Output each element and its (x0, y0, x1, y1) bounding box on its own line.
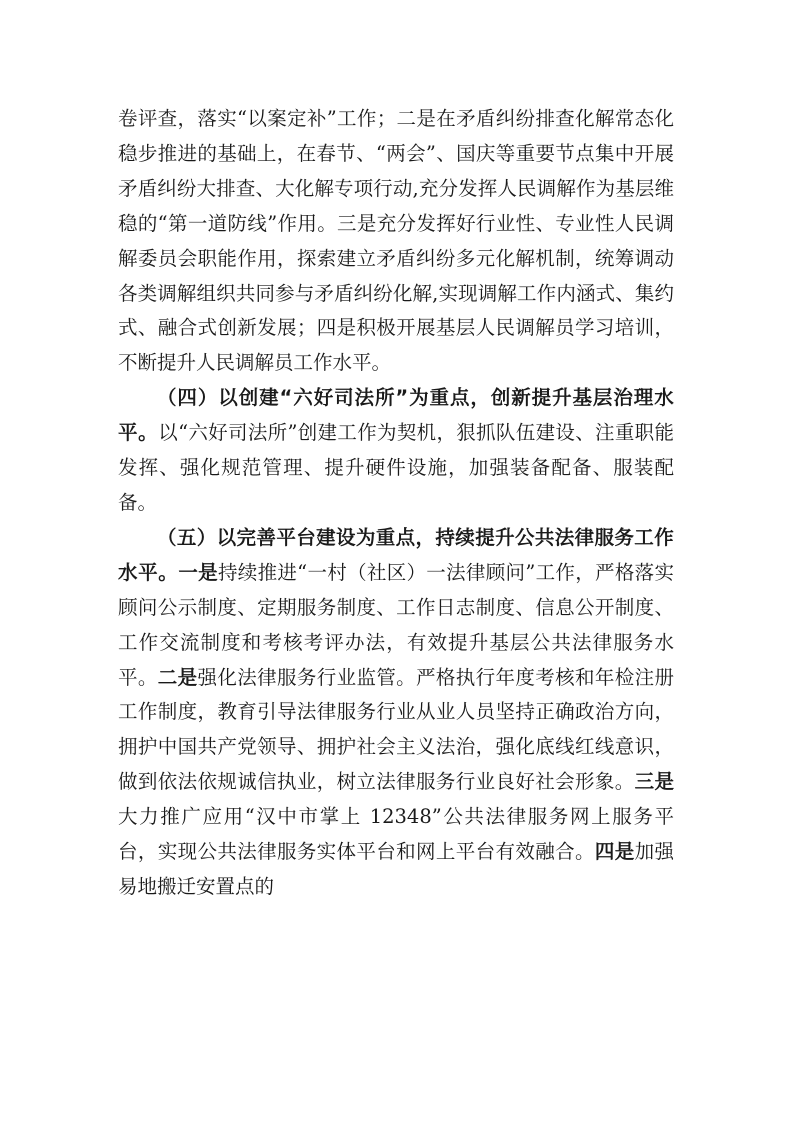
document-body (118, 102, 674, 905)
item-one-text: 持续推进“一村（社区）一法律顾问”工作，严格落实顾问公示制度、定期服务制度、工作日志制度、信息公开制度、工作交流制度和考核考评办法，有效提升基层公共法律服务水平。 (118, 560, 674, 689)
item-two-label: 二是 (157, 665, 198, 689)
item-four-text: 加强易地搬迁安置点的 (118, 840, 674, 898)
item-one-label: 一是 (178, 560, 218, 584)
section-five-heading: （五）以完善平台建设为重点，持续提升公共法律服务工作水平。 (118, 525, 674, 584)
section-four-heading: （四）以创建“六好司法所”为重点，创新提升基层治理水平。 (118, 386, 674, 445)
item-four-label: 四是 (594, 840, 635, 864)
paragraph-section-four (118, 381, 674, 521)
paragraph-text: 卷评查，落实“以案定补”工作；二是在矛盾纠纷排查化解常态化稳步推进的基础上，在春节、“两会”、国庆等重要节点集中开展矛盾纠纷大排查、大化解专项行动,充分发挥人民调解作为基层维稳的“第一道防线”作用。三是充分发挥好行业性、专业性人民调解委员会职能作用，探索建立矛盾纠纷多元化解机制，统筹调动各类调解组织共同参与矛盾纠纷化解,实现调解工作内涵式、集约式、融合式创新发展；四是积极开展基层人民调解员学习培训，不断提升人民调解员工作水平。 (118, 107, 674, 375)
item-three-label: 三是 (634, 770, 674, 794)
item-two-text: 强化法律服务行业监管。严格执行年度考核和年检注册工作制度，教育引导法律服务行业从业人员坚持正确政治方向，拥护中国共产党领导、拥护社会主义法治，强化底线红线意识，做到依法依规诚信执业，树立法律服务行业良好社会形象。 (118, 665, 674, 794)
section-four-body: 以“六好司法所”创建工作为契机，狠抓队伍建设、注重职能发挥、强化规范管理、提升硬件设施，加强装备配备、服装配备。 (118, 421, 674, 514)
paragraph-section-five (118, 521, 674, 905)
paragraph-mediation-continued (118, 102, 674, 381)
item-three-text: 大力推广应用“汉中市掌上 12348”公共法律服务网上服务平台，实现公共法律服务实体平台和网上平台有效融合。 (118, 805, 674, 864)
